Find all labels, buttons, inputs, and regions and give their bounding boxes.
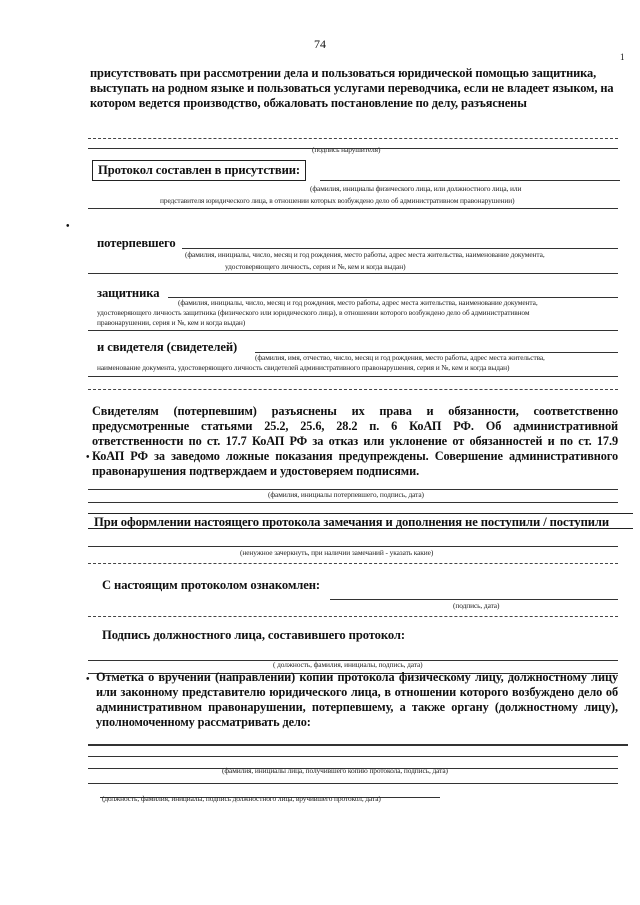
witness-heading: и свидетеля (свидетелей) bbox=[97, 340, 238, 354]
page-number: 74 bbox=[314, 37, 326, 51]
defender-caption-2: удостоверяющего личность защитника (физического или юридического лица), в отношении которого возбуждено дело об административном bbox=[97, 308, 530, 317]
intro-paragraph: присутствовать при рассмотрении дела и пользоваться юридической помощью защитника, выступать на родном языке и пользоваться услугами переводчика, если не владеет языком, на котором ведется производство, обжаловать постановление по делу, разъяснены bbox=[90, 66, 614, 110]
presence-caption-2: представителя юридического лица, в отношении которых возбуждено дело об административном правонарушении) bbox=[160, 196, 515, 205]
witness-caption-1: (фамилия, имя, отчество, число, месяц и год рождения, место работы, адрес места жительства, bbox=[255, 353, 545, 362]
victim-heading: потерпевшего bbox=[97, 236, 176, 250]
violator-sign-line[interactable] bbox=[88, 138, 618, 139]
divider bbox=[88, 502, 618, 503]
remarks-caption: (ненужное зачеркнуть, при наличии замечаний - указать какие) bbox=[240, 548, 434, 557]
acquainted-sign-line[interactable] bbox=[330, 599, 618, 600]
victim-caption-1: (фамилия, инициалы, число, месяц и год рождения, место работы, адрес места жительства, наименование документа, bbox=[185, 250, 545, 259]
violator-sign-caption: (подпись нарушителя) bbox=[312, 145, 381, 154]
official-caption: ( должность, фамилия, инициалы, подпись, дата) bbox=[273, 660, 423, 669]
divider bbox=[88, 208, 618, 209]
divider bbox=[88, 376, 618, 377]
delivery-caption-2: (должность, фамилия, инициалы, подпись должностного лица, вручившего протокол, дата) bbox=[102, 794, 381, 803]
delivery-caption-1: (фамилия, инициалы лица, получившего копию протокола, подпись, дата) bbox=[222, 766, 448, 775]
acquainted-caption: (подпись, дата) bbox=[453, 601, 500, 610]
bullet-mark: • bbox=[86, 674, 90, 685]
presence-heading: Протокол составлен в присутствии: bbox=[92, 160, 306, 181]
defender-caption-3: правонарушении, серия и №, кем и когда выдан) bbox=[97, 318, 246, 327]
bullet-mark: • bbox=[66, 221, 70, 232]
defender-heading: защитника bbox=[97, 286, 160, 300]
rights-caption: (фамилия, инициалы потерпевшего, подпись, дата) bbox=[268, 490, 424, 499]
presence-fill-line[interactable] bbox=[320, 180, 620, 181]
remarks-fill-line[interactable] bbox=[88, 546, 618, 547]
witness-caption-2: наименование документа, удостоверяющего личность свидетелей административного правонарушения, серия и №, кем и когда выдан) bbox=[97, 363, 510, 372]
divider bbox=[88, 330, 618, 331]
acquainted-heading: С настоящим протоколом ознакомлен: bbox=[102, 578, 321, 592]
delivery-fill-line[interactable] bbox=[88, 744, 628, 746]
divider bbox=[88, 756, 618, 757]
divider-dashed bbox=[88, 563, 618, 564]
victim-fill-line[interactable] bbox=[182, 248, 618, 249]
corner-mark: 1 bbox=[620, 52, 625, 62]
presence-caption-1: (фамилия, инициалы физического лица, или должностного лица, или bbox=[310, 184, 522, 193]
divider bbox=[88, 273, 618, 274]
divider bbox=[88, 783, 618, 784]
remarks-heading: При оформлении настоящего протокола замечания и дополнения не поступили / поступили bbox=[94, 515, 610, 529]
bullet-mark: • bbox=[86, 452, 90, 463]
victim-caption-2: удостоверяющего личность, серия и №, кем и когда выдан) bbox=[225, 262, 406, 271]
delivery-paragraph: Отметка о вручении (направлении) копии протокола физическому лицу, должностному лицу или законному представителю юридического лица, в отношении которого возбуждено дело об административном правонарушении, потерпевшему, а также органу (должностному лицу), уполномоченному рассматривать дело: bbox=[96, 670, 618, 729]
defender-caption-1: (фамилия, инициалы, число, месяц и год рождения, место работы, адрес места жительства, наименование документа, bbox=[178, 298, 538, 307]
rights-paragraph: Свидетелям (потерпевшим) разъяснены их права и обязанности, соответственно предусмотренные статьями 25.2, 25.6, 28.2 п. 6 КоАП РФ. Об административной ответственности по ст. 17.7 КоАП РФ за отказ или уклонение от обязанностей и по ст. 17.9 КоАП РФ за заведомо ложные показания предупреждены. Совершение административного правонарушения подтверждаем и удостоверяем подписями. bbox=[92, 404, 618, 478]
divider bbox=[88, 148, 618, 149]
divider-dashed bbox=[88, 616, 618, 617]
divider-dashed bbox=[88, 389, 618, 390]
official-heading: Подпись должностного лица, составившего протокол: bbox=[102, 628, 405, 642]
